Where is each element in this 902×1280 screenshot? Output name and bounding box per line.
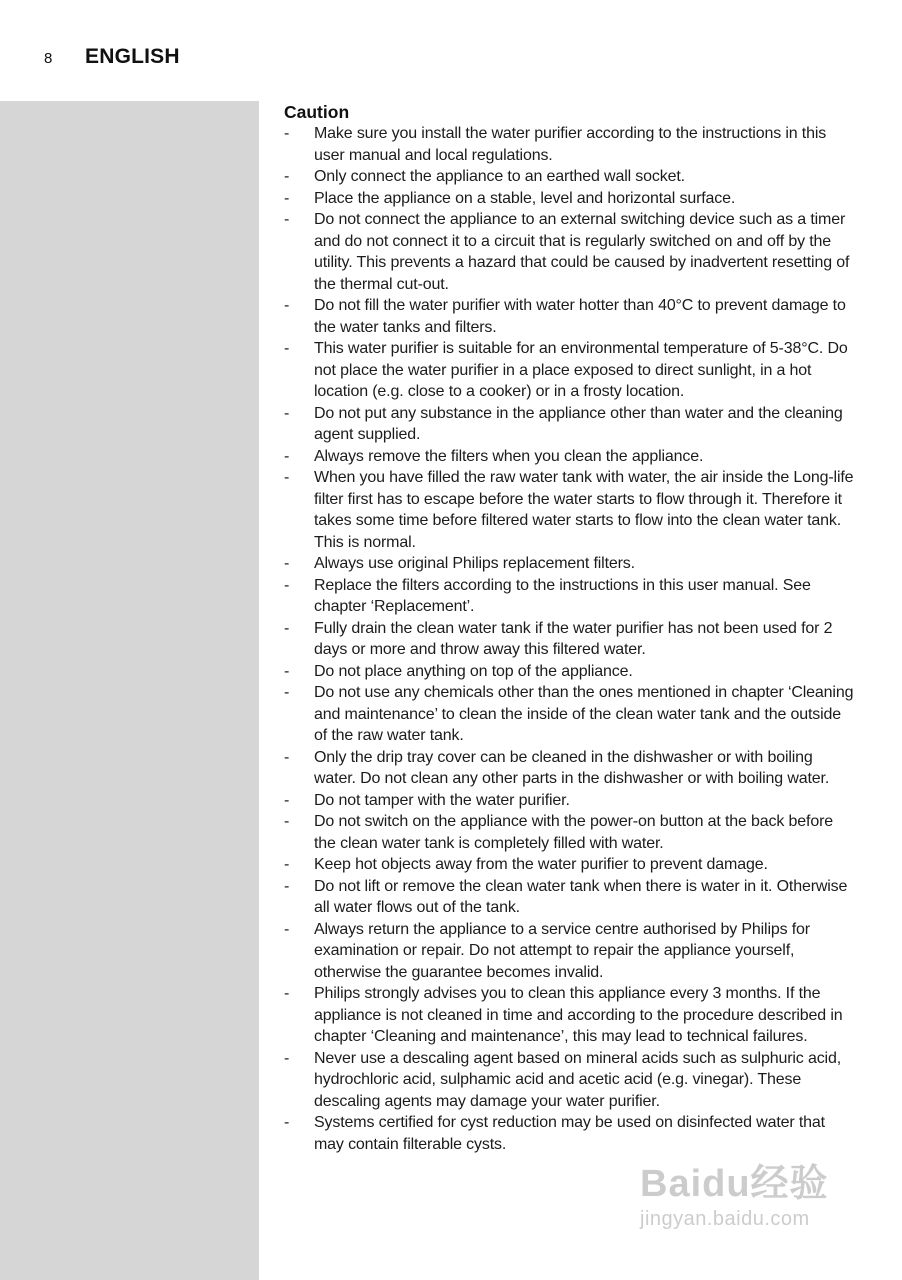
list-bullet: - [284, 297, 290, 314]
caution-item-text: Make sure you install the water purifier according to the instructions in this user manual and local regulations. [314, 125, 827, 164]
list-bullet: - [284, 619, 290, 637]
list-bullet: - [284, 404, 290, 422]
caution-item [284, 575, 858, 618]
list-bullet: - [284, 877, 290, 895]
page-number: 8 [44, 50, 53, 67]
caution-list [284, 123, 858, 1155]
caution-item-text: This water purifier is suitable for an environmental temperature of 5-38°C. Do not place the water purifier in a place exposed to direct sunlight, in a hot location (e.g. close to a cooker) or in a frosty location. [314, 340, 848, 400]
caution-item-text: Do not fill the water purifier with water hotter than 40°C to prevent damage to the water tanks and filters. [314, 297, 846, 336]
caution-item-text: Always return the appliance to a service centre authorised by Philips for examination or repair. Do not attempt to repair the appliance yourself, otherwise the guarantee becomes invalid. [314, 920, 810, 981]
caution-item [284, 1112, 858, 1155]
left-margin-panel [0, 101, 259, 1280]
page-header [44, 45, 180, 71]
caution-item [284, 166, 858, 188]
list-bullet: - [284, 748, 290, 766]
caution-item [284, 919, 858, 984]
caution-item [284, 553, 858, 575]
caution-item-text: Keep hot objects away from the water purifier to prevent damage. [314, 856, 768, 873]
list-bullet: - [284, 576, 290, 594]
caution-item-text: When you have filled the raw water tank with water, the air inside the Long-life filter first has to escape before the water starts to flow through it. Therefore it takes some time before filtered water starts to flow into the clean water tank. This is normal. [314, 469, 854, 551]
caution-item-text: Do not connect the appliance to an external switching device such as a timer and do not connect it to a circuit that is regularly switched on and off by the utility. This prevents a hazard that could be caused by inadvertent resetting of the thermal cut-out. [314, 211, 850, 293]
caution-item-text: Do not switch on the appliance with the power-on button at the back before the clean water tank is completely filled with water. [314, 813, 834, 852]
caution-item [284, 983, 858, 1048]
watermark-logo: Baidu经验 [640, 1163, 829, 1205]
caution-item [284, 682, 858, 747]
caution-item [284, 747, 858, 790]
caution-item-text: Philips strongly advises you to clean this appliance every 3 months. If the appliance is not cleaned in time and according to the procedure described in chapter ‘Cleaning and maintenance’, this may lead to technical failures. [314, 985, 843, 1045]
caution-item [284, 446, 858, 468]
caution-item [284, 1048, 858, 1113]
caution-section [284, 101, 858, 1155]
list-bullet: - [284, 447, 290, 465]
caution-item-text: Always use original Philips replacement filters. [314, 555, 635, 572]
caution-item-text: Do not lift or remove the clean water tank when there is water in it. Otherwise all water flows out of the tank. [314, 877, 848, 916]
caution-item [284, 661, 858, 683]
list-bullet: - [284, 1049, 290, 1067]
list-bullet: - [284, 985, 290, 1002]
caution-item-text: Do not use any chemicals other than the ones mentioned in chapter ‘Cleaning and maintenance’ to clean the inside of the clean water tank and the outside of the raw water tank. [314, 684, 854, 744]
caution-item [284, 403, 858, 446]
caution-item-text: Place the appliance on a stable, level and horizontal surface. [314, 189, 736, 207]
caution-item-text: Only the drip tray cover can be cleaned in the dishwasher or with boiling water. Do not clean any other parts in the dishwasher or with boiling water. [314, 748, 830, 787]
caution-item [284, 854, 858, 876]
caution-item-text: Fully drain the clean water tank if the water purifier has not been used for 2 days or more and throw away this filtered water. [314, 619, 833, 658]
list-bullet: - [284, 813, 290, 830]
list-bullet: - [284, 920, 290, 938]
caution-item-text: Replace the filters according to the instructions in this user manual. See chapter ‘Replacement’. [314, 576, 811, 615]
list-bullet: - [284, 211, 290, 228]
list-bullet: - [284, 684, 290, 701]
caution-item [284, 123, 858, 166]
watermark [640, 1162, 850, 1252]
list-bullet: - [284, 189, 290, 207]
caution-item [284, 790, 858, 812]
caution-item-text: Do not place anything on top of the appliance. [314, 662, 633, 680]
caution-item-text: Do not tamper with the water purifier. [314, 791, 570, 809]
caution-item-text: Always remove the filters when you clean the appliance. [314, 447, 704, 465]
watermark-url: jingyan.baidu.com [640, 1208, 810, 1230]
section-title: ENGLISH [85, 45, 180, 68]
list-bullet: - [284, 125, 290, 142]
caution-item [284, 295, 858, 338]
caution-item-text: Never use a descaling agent based on mineral acids such as sulphuric acid, hydrochloric acid, sulphamic acid and acetic acid (e.g. vinegar). These descaling agents may damage your water purifier. [314, 1049, 841, 1110]
list-bullet: - [284, 1114, 290, 1131]
list-bullet: - [284, 340, 290, 357]
caution-item-text: Only connect the appliance to an earthed wall socket. [314, 168, 685, 185]
list-bullet: - [284, 469, 290, 486]
list-bullet: - [284, 856, 290, 873]
caution-item [284, 338, 858, 403]
list-bullet: - [284, 662, 290, 680]
caution-item [284, 618, 858, 661]
caution-item [284, 209, 858, 295]
caution-item [284, 467, 858, 553]
list-bullet: - [284, 555, 290, 572]
list-bullet: - [284, 168, 290, 185]
caution-item [284, 811, 858, 854]
caution-item [284, 188, 858, 210]
caution-item-text: Systems certified for cyst reduction may be used on disinfected water that may contain filterable cysts. [314, 1114, 825, 1153]
caution-heading: Caution [284, 102, 350, 122]
caution-item-text: Do not put any substance in the appliance other than water and the cleaning agent supplied. [314, 404, 843, 443]
list-bullet: - [284, 791, 290, 809]
caution-item [284, 876, 858, 919]
